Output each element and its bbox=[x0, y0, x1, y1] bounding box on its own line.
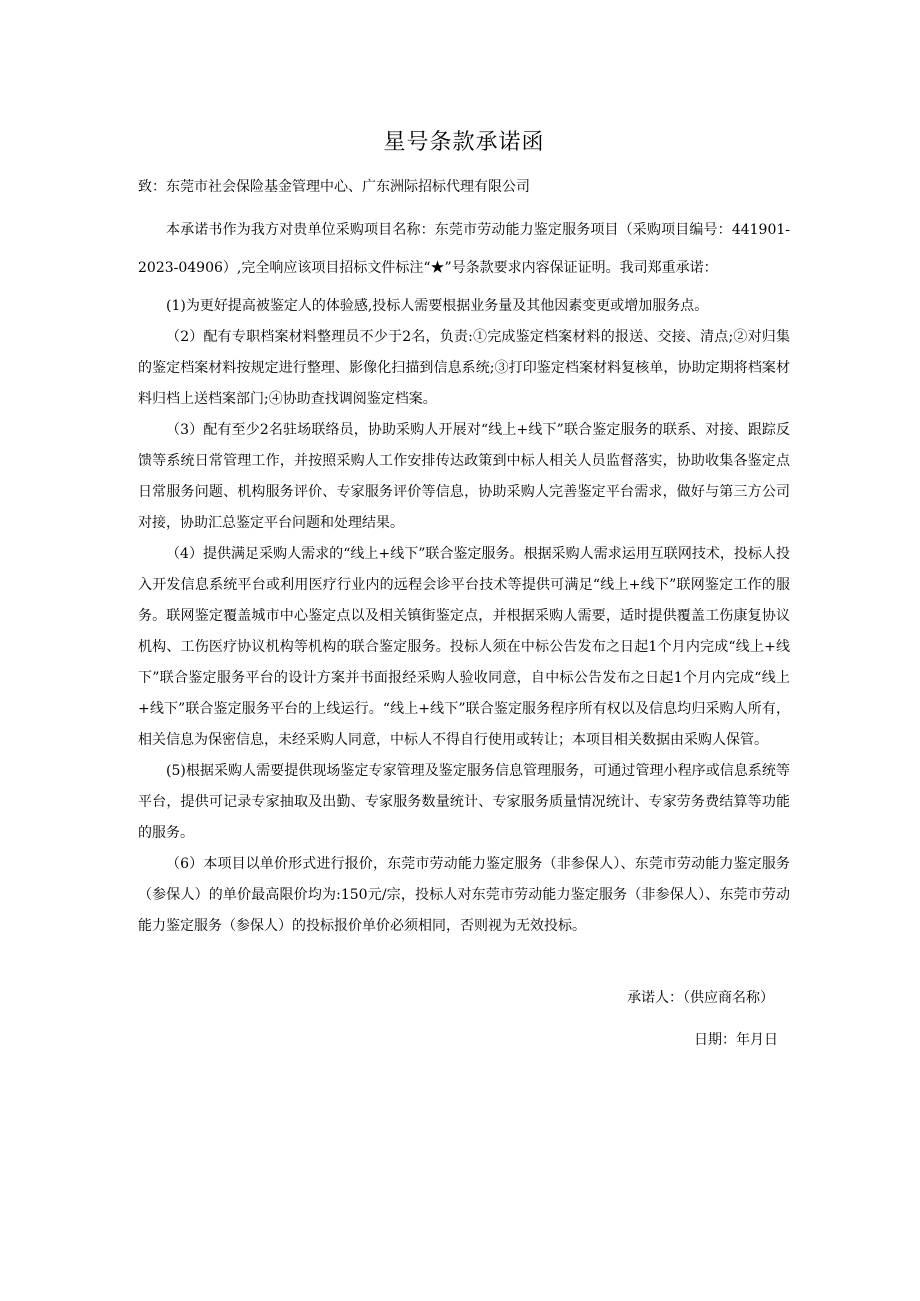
document-page bbox=[138, 126, 790, 1072]
date-line: 日期：年月日 bbox=[694, 1032, 778, 1048]
salutation: 致：东莞市社会保险基金管理中心、广东洲际招标代理有限公司 bbox=[138, 179, 530, 195]
intro-paragraph: 本承诺书作为我方对贵单位采购项目名称：东莞市劳动能力鉴定服务项目（采购项目编号：441901-2023-04906）,完全响应该项目招标文件标注“★”号条款要求内容保证证明。我司郑重承诺： bbox=[138, 222, 790, 276]
commitment-item-6: （6）本项目以单价形式进行报价，东莞市劳动能力鉴定服务（非参保人）、东莞市劳动能力鉴定服务（参保人）的单价最高限价均为:150元/宗，投标人对东莞市劳动能力鉴定服务（非参保人）、东莞市劳动能力鉴定服务（参保人）的投标报价单价必须相同，否则视为无效投标。 bbox=[138, 856, 790, 934]
document-title: 星号条款承诺函 bbox=[383, 130, 545, 155]
commitment-item-3: （3）配有至少2名驻场联络员，协助采购人开展对“线上+线下”联合鉴定服务的联系、对接、跟踪反馈等系统日常管理工作，并按照采购人工作安排传达政策到中标人相关人员监督落实，协助收集各鉴定点日常服务问题、机构服务评价、专家服务评价等信息，协助采购人完善鉴定平台需求，做好与第三方公司对接，协助汇总鉴定平台问题和处理结果。 bbox=[138, 422, 790, 531]
signer-line: 承诺人：（供应商名称） bbox=[627, 990, 774, 1006]
commitment-item-5: (5)根据采购人需要提供现场鉴定专家管理及鉴定服务信息管理服务，可通过管理小程序或信息系统等平台，提供可记录专家抽取及出勤、专家服务数量统计、专家服务质量情况统计、专家劳务费结算等功能的服务。 bbox=[138, 763, 790, 841]
signature-block bbox=[138, 988, 790, 1050]
commitment-item-2: （2）配有专职档案材料整理员不少于2名，负责:①完成鉴定档案材料的报送、交接、清点;②对归集的鉴定档案材料按规定进行整理、影像化扫描到信息系统;③打印鉴定档案材料复核单，协助定期将档案材料归档上送档案部门;④协助查找调阅鉴定档案。 bbox=[138, 329, 790, 407]
commitment-item-4: （4）提供满足采购人需求的“线上+线下”联合鉴定服务。根据采购人需求运用互联网技术，投标人投入开发信息系统平台或利用医疗行业内的远程会诊平台技术等提供可满足“线上+线下”联网鉴定工作的服务。联网鉴定覆盖城市中心鉴定点以及相关镇街鉴定点，并根据采购人需要，适时提供覆盖工伤康复协议机构、工伤医疗协议机构等机构的联合鉴定服务。投标人须在中标公告发布之日起1个月内完成“线上+线下”联合鉴定服务平台的设计方案并书面报经采购人验收同意，自中标公告发布之日起1个月内完成“线上+线下”联合鉴定服务平台的上线运行。“线上+线下”联合鉴定服务程序所有权以及信息均归采购人所有，相关信息为保密信息，未经采购人同意，中标人不得自行使用或转让；本项目相关数据由采购人保管。 bbox=[138, 546, 790, 748]
commitment-item-1: (1)为更好提高被鉴定人的体验感,投标人需要根据业务量及其他因素变更或增加服务点。 bbox=[166, 298, 709, 314]
